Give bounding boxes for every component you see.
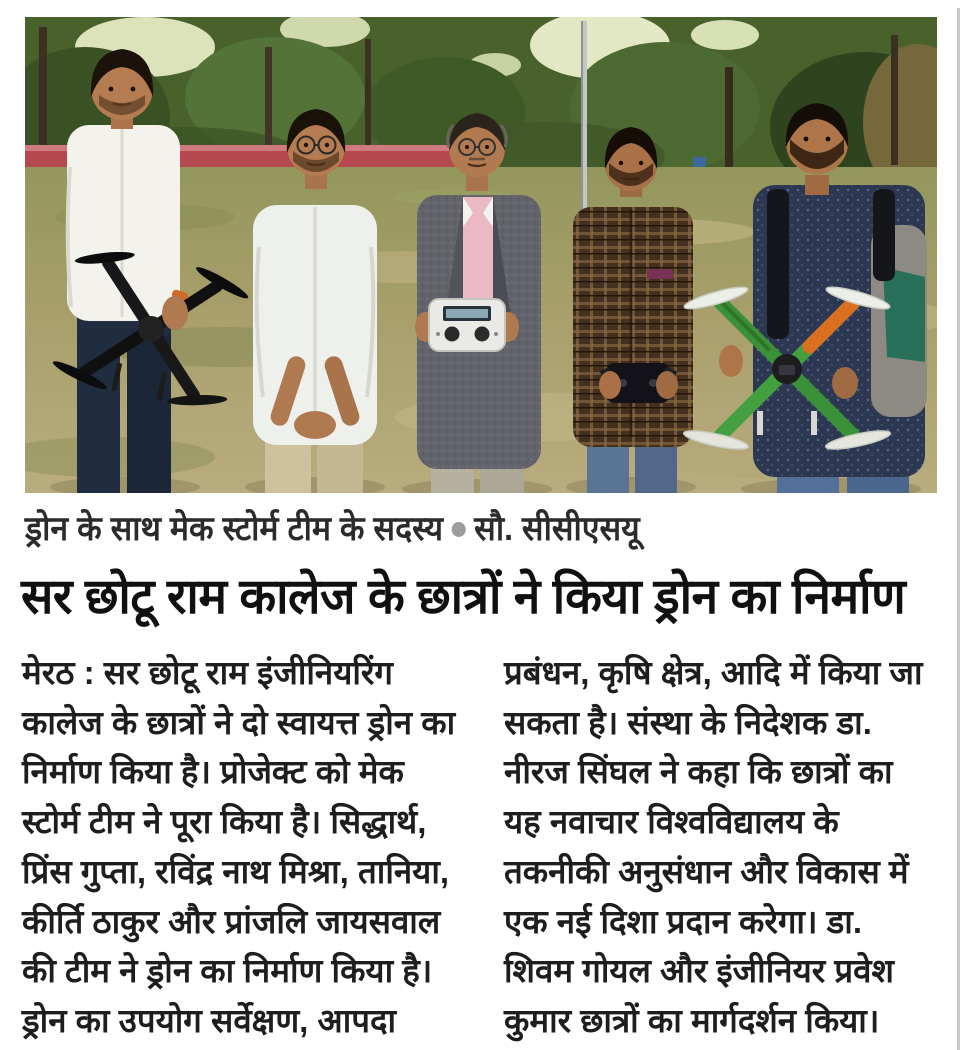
body-text-line: प्रिंस गुप्ता, रविंद्र नाथ मिश्रा, तानिया, bbox=[22, 852, 450, 890]
body-text-line: एक नई दिशा प्रदान करेगा। डा. bbox=[504, 902, 863, 940]
body-text-line: स्टोर्म टीम ने पूरा किया है। सिद्धार्थ, bbox=[22, 803, 427, 841]
body-text-line: नीरज सिंघल ने कहा कि छात्रों का bbox=[504, 753, 893, 791]
body-text-line: शिवम गोयल और इंजीनियर प्रवेश bbox=[504, 952, 894, 990]
photo-caption bbox=[25, 505, 640, 553]
body-text-line: प्रबंधन, कृषि क्षेत्र, आदि में किया जा bbox=[504, 654, 923, 691]
photo-illustration bbox=[25, 17, 937, 493]
news-photo bbox=[25, 17, 937, 493]
body-text-line: सकता है। संस्था के निदेशक डा. bbox=[504, 703, 872, 741]
caption-text: ड्रोन के साथ मेक स्टोर्म टीम के सदस्य bbox=[25, 510, 444, 548]
caption-credit: सौ. सीसीएसयू bbox=[474, 510, 640, 548]
headline: सर छोटू राम कालेज के छात्रों ने किया ड्रोन का निर्माण bbox=[21, 570, 906, 624]
body-text-line: ड्रोन का उपयोग सर्वेक्षण, आपदा bbox=[22, 1001, 397, 1039]
body-text-line: यह नवाचार विश्वविद्यालय के bbox=[504, 803, 839, 841]
page-edge-divider bbox=[957, 8, 960, 1050]
body-text-line: कीर्ति ठाकुर और प्रांजलि जायसवाल bbox=[22, 902, 441, 940]
body-text-line: मेरठ : सर छोटू राम इंजीनियरिंग bbox=[22, 654, 393, 691]
caption-bullet-icon bbox=[452, 522, 466, 537]
body-text-line: की टीम ने ड्रोन का निर्माण किया है। bbox=[22, 952, 433, 990]
article-column-left bbox=[22, 648, 468, 1046]
body-text-line: तकनीकी अनुसंधान और विकास में bbox=[504, 852, 909, 890]
remote-controller-icon bbox=[415, 299, 519, 351]
body-text-line: निर्माण किया है। प्रोजेक्ट को मेक bbox=[22, 753, 404, 791]
body-text-line: कालेज के छात्रों ने दो स्वायत्त ड्रोन का bbox=[22, 703, 456, 741]
body-text-line: कुमार छात्रों का मार्गदर्शन किया। bbox=[504, 1001, 880, 1039]
article-column-right bbox=[504, 648, 944, 1046]
